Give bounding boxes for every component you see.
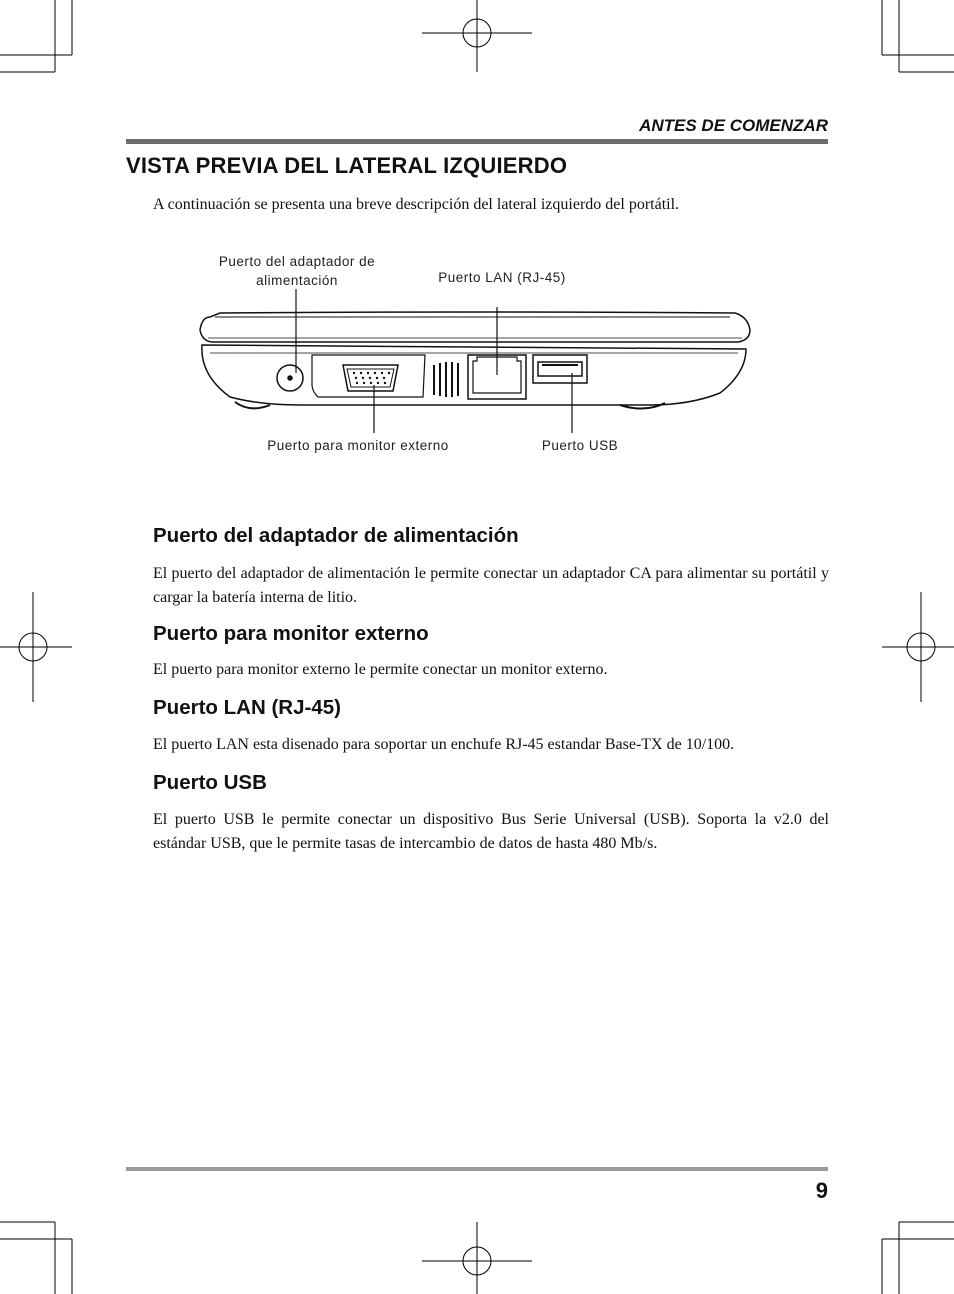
usb-port-description: El puerto USB le permite conectar un dispositivo Bus Serie Universal (USB). Soporta la v2.0 del estándar USB, que le permite tasas de intercambio de datos de hasta 480 Mb/s. [153, 811, 829, 852]
section-intro: A continuación se presenta una breve descripción del lateral izquierdo del portátil. [153, 196, 680, 213]
usb-port-callout: Puerto USB [541, 438, 619, 453]
monitor-port-heading: Puerto para monitor externo [153, 622, 429, 645]
power-port-callout-line2: alimentación [256, 273, 338, 288]
header-divider [126, 139, 828, 144]
lan-port-callout: Puerto LAN (RJ-45) [438, 270, 566, 285]
power-port-heading: Puerto del adaptador de alimentación [153, 524, 519, 547]
section-title: VISTA PREVIA DEL LATERAL IZQUIERDO [126, 153, 568, 178]
usb-port-heading: Puerto USB [153, 771, 267, 794]
footer-divider [126, 1167, 828, 1171]
power-port-callout [206, 252, 388, 290]
power-port-description: El puerto del adaptador de alimentación le permite conectar un adaptador CA para alimentar su portátil y cargar la batería interna de litio. [153, 565, 829, 606]
lan-port-heading: Puerto LAN (RJ-45) [153, 696, 341, 719]
lan-port-description: El puerto LAN esta disenado para soportar un enchufe RJ-45 estandar Base-TX de 10/100. [153, 736, 735, 753]
chapter-header: ANTES DE COMENZAR [639, 116, 828, 135]
page-number: 9 [815, 1178, 828, 1203]
power-port-callout-line1: Puerto del adaptador de [218, 254, 376, 269]
monitor-port-description: El puerto para monitor externo le permite conectar un monitor externo. [153, 661, 608, 678]
monitor-port-callout: Puerto para monitor externo [267, 438, 449, 453]
